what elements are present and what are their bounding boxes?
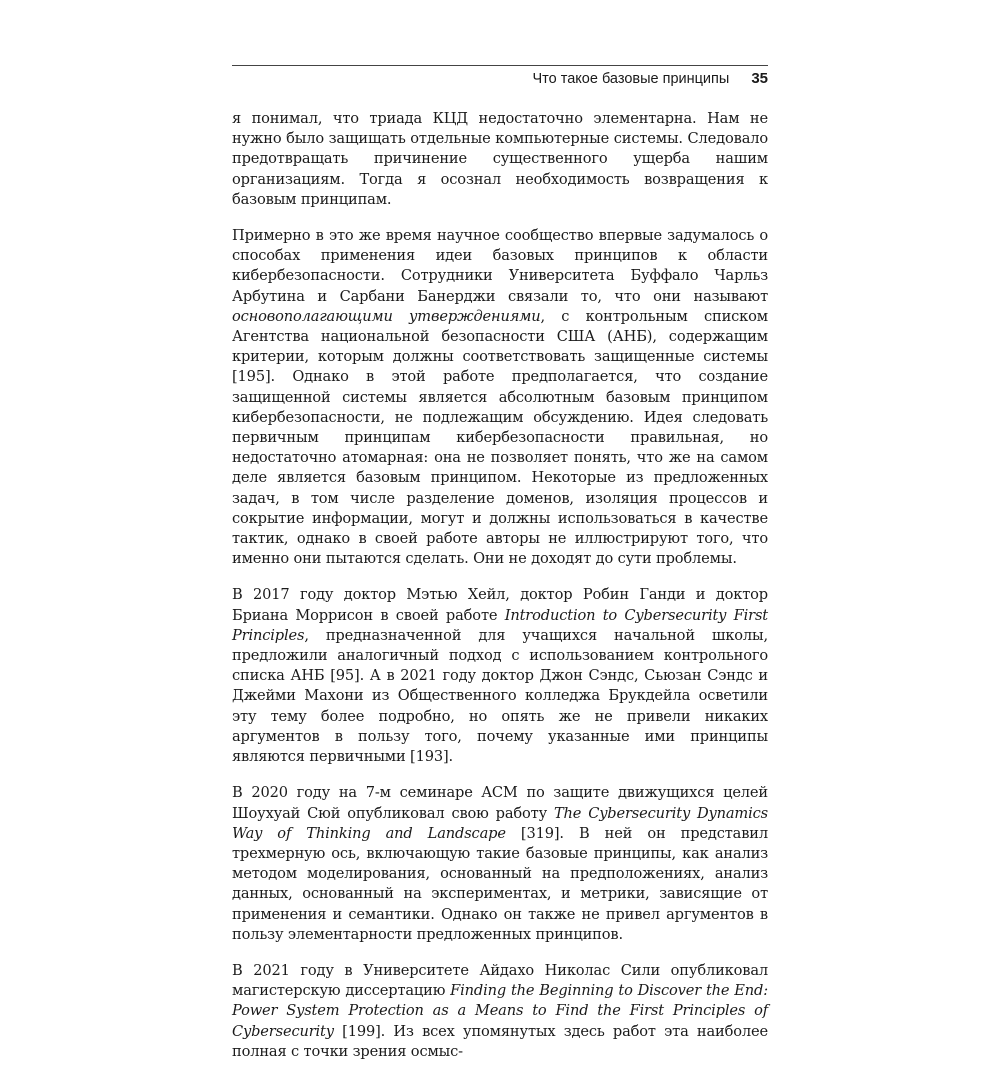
paragraph-text: , предназначенной для учащихся начальной школы, предложили аналогичный подход с использованием контрольного списка АНБ [95]. А в 2021 году доктор Джон Сэндс, Сьюзан Сэндс и Джейми Махони из Общественного колледжа Брукдейла осветили эту тему более подробно, но опять же не привели никаких аргументов в пользу того, почему указанные ими принципы являются первичными [193]. xyxy=(232,626,768,766)
book-page xyxy=(232,0,769,1060)
emphasized-term: основополагающими утверждениями xyxy=(232,307,541,325)
work-title: Finding the Beginning to Discover the End: Power System Protection as a Means to Find the First Principles of Cybersecurity xyxy=(232,982,768,1040)
paragraph-2 xyxy=(232,226,768,569)
header-rule xyxy=(232,65,768,66)
paragraph-1 xyxy=(232,109,768,210)
body-text xyxy=(232,109,768,1078)
paragraph-text: я понимал, что триада КЦД недостаточно элементарна. Нам не нужно было защищать отдельные компьютерные системы. Следовало предотвращать причинение существенного ущерба нашим организациям. Тогда я осознал необходимость возвращения к базовым принципам. xyxy=(232,110,768,208)
running-head xyxy=(533,70,768,92)
paragraph-4 xyxy=(232,783,768,945)
paragraph-text: [319]. В ней он представил трехмерную ось, включающую такие базовые принципы, как анализ методом моделирования, основанный на предположениях, анализ данных, основанный на экспериментах, и метрики, зависящие от применения и семантики. Однако он также не привел аргументов в пользу элементарности предложенных принципов. xyxy=(232,824,768,943)
running-title: Что такое базовые принципы xyxy=(532,71,730,87)
paragraph-text: Примерно в это же время научное сообщество впервые задумалось о способах применения идеи базовых принципов к области кибербезопасности. Сотрудники Университета Буффало Чарльз Арбутина и Сарбани Банерджи связали то, что они называют xyxy=(232,227,768,305)
paragraph-text: В 2017 году доктор Мэтью Хейл, доктор Робин Ганди и доктор Бриана Моррисон в своей работе xyxy=(232,586,768,624)
paragraph-5 xyxy=(232,961,768,1062)
paragraph-text: [199]. Из всех упомянутых здесь работ эта наиболее полная с точки зрения осмыс- xyxy=(232,1022,768,1060)
work-title: The Cybersecurity Dynamics Way of Thinking and Landscape xyxy=(232,804,768,842)
work-title: Introduction to Cybersecurity First Principles xyxy=(232,606,769,644)
paragraph-text: В 2020 году на 7-м семинаре ACM по защите движущихся целей Шоухуай Сюй опубликовал свою работу xyxy=(232,784,768,822)
page-number: 35 xyxy=(751,70,768,87)
paragraph-text: В 2021 году в Университете Айдахо Николас Сили опубликовал магистерскую диссертацию xyxy=(232,961,768,1000)
paragraph-3 xyxy=(232,585,768,767)
paragraph-text: , с контрольным списком Агентства национальной безопасности США (АНБ), содержащим критерии, которым должны соответствовать защищенные системы [195]. Однако в этой работе предполагается, что создание защищенной системы является абсолютным базовым принципом кибербезопасности, не подлежащим обсуждению. Идея следовать первичным принципам кибербезопасности правильная, но недостаточно атомарная: она не позволяет понять, что же на самом деле является базовым принципом. Некоторые из предложенных задач, в том числе разделение доменов, изоляция процессов и сокрытие информации, могут и должны использоваться в качестве тактик, однако в своей работе авторы не иллюстрируют того, что именно они пытаются сделать. Они не доходят до сути проблемы. xyxy=(232,307,768,568)
